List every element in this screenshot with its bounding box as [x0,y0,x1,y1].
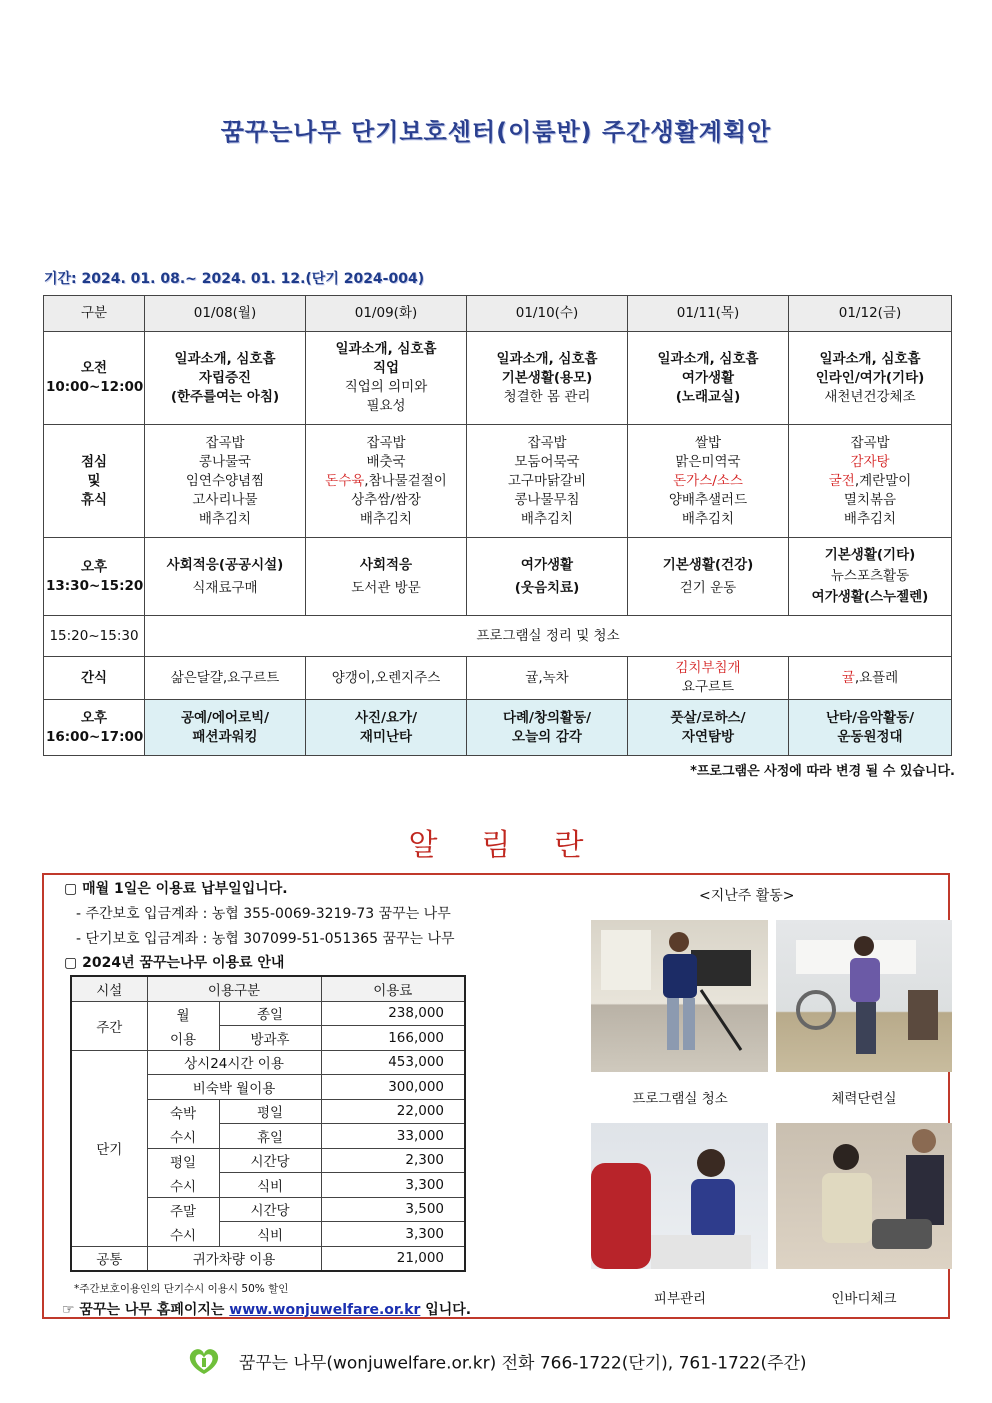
fee-table [70,975,466,1272]
fee-header-row [71,976,465,1001]
fee-row [71,1001,465,1026]
lunch-row [44,425,952,538]
fee-after-school: 방과후 [219,1026,321,1051]
footer-contact: 꿈꾸는 나무(wonjuwelfare.or.kr) 전화 766-1722(단기), 761-1722(주간) [238,1353,807,1374]
caption-skin-care: 피부관리 [653,1291,707,1307]
fee-value: 33,000 [321,1124,465,1149]
notice-title: 알림란 [408,828,628,863]
snack-wed: 귤,녹차 [467,657,628,700]
fee-ride: 귀가차량 이용 [147,1246,321,1271]
fee-common-label: 공통 [71,1246,147,1271]
homepage-line [62,1299,471,1319]
cleanup-row [44,616,952,657]
page-title: 꿈꾸는나무 단기보호센터(이룸반) 주간생활계획안 [220,118,772,146]
caption-inbody: 인바디체크 [831,1291,897,1307]
photo-program-room-cleaning [591,920,768,1072]
fee-hourly: 시간당 [219,1197,321,1222]
fee-header-type: 이용구분 [147,976,321,1001]
lunch-tue: 잡곡밥 배춧국 돈수육,참나물겉절이 상추쌈/쌈장 배추김치 [306,425,467,538]
notice-payment-day: ▢ 매월 1일은 이용료 납부일입니다. [64,881,288,897]
afternoon-thu: 기본생활(건강) 걷기 운동 [628,538,789,616]
tree-logo-icon [185,1346,223,1381]
fee-weekend-label: 주말 [147,1197,219,1222]
fee-value: 22,000 [321,1099,465,1124]
fee-always24: 상시24시간 이용 [147,1050,321,1075]
discount-note: *주간보호이용인의 단기수시 이용시 50% 할인 [74,1283,289,1295]
lunch-label: 점심 및 휴식 [44,425,145,538]
notice-box [42,873,950,1319]
fee-value: 453,000 [321,1050,465,1075]
afternoon-row [44,538,952,616]
late-fri: 난타/음악활동/ 운동원정대 [789,700,952,756]
fee-value: 3,500 [321,1197,465,1222]
cleanup-time: 15:20~15:30 [44,616,145,657]
lunch-mon: 잡곡밥 콩나물국 임연수양념찜 고사리나물 배추김치 [145,425,306,538]
fee-meal: 식비 [219,1173,321,1198]
header-day-fri: 01/12(금) [789,296,952,332]
header-day-tue: 01/09(화) [306,296,467,332]
morning-mon: 일과소개, 심호흡 자립증진 (한주를여는 아침) [145,332,306,425]
caption-program-room: 프로그램실 청소 [632,1091,728,1107]
fee-row [71,1050,465,1075]
afternoon-mon: 사회적응(공공시설) 식재료구매 [145,538,306,616]
last-week-title: <지난주 활동> [699,888,795,904]
footer [0,1346,992,1381]
photo-inbody-check [776,1123,952,1269]
fee-day-label: 주간 [71,1001,147,1050]
lunch-fri: 잡곡밥 감자탕 굴전,계란말이 멸치볶음 배추김치 [789,425,952,538]
fee-header-fee: 이용료 [321,976,465,1001]
schedule-note: *프로그램은 사정에 따라 변경 될 수 있습니다. [690,764,955,779]
header-day-wed: 01/10(수) [467,296,628,332]
schedule-period: 기간: 2024. 01. 08.~ 2024. 01. 12.(단기 2024-004) [44,271,425,287]
fee-weekday: 평일 [219,1099,321,1124]
fee-value: 3,300 [321,1173,465,1198]
fee-month-label: 이용 [147,1026,219,1051]
fee-value: 21,000 [321,1246,465,1271]
morning-row [44,332,952,425]
fee-month-label: 월 [147,1001,219,1026]
snack-row [44,657,952,700]
fee-short-label: 단기 [71,1050,147,1246]
fee-value: 3,300 [321,1222,465,1247]
afternoon-label: 오후 13:30~15:20 [44,538,145,616]
morning-fri: 일과소개, 심호흡 인라인/여가(기타) 새천년건강체조 [789,332,952,425]
homepage-suffix: 입니다. [425,1302,472,1318]
fee-header-facility: 시설 [71,976,147,1001]
afternoon-fri: 기본생활(기타) 뉴스포츠활동 여가생활(스누젤렌) [789,538,952,616]
afternoon-wed: 여가생활 (웃음치료) [467,538,628,616]
late-afternoon-row [44,700,952,756]
fee-weekday-label: 평일 [147,1148,219,1173]
morning-tue: 일과소개, 심호흡 직업 직업의 의미와 필요성 [306,332,467,425]
snack-thu: 김치부침개 요구르트 [628,657,789,700]
morning-thu: 일과소개, 심호흡 여가생활 (노래교실) [628,332,789,425]
afternoon-tue: 사회적응 도서관 방문 [306,538,467,616]
snack-tue: 양갱이,오렌지주스 [306,657,467,700]
homepage-prefix: ☞ 꿈꾸는 나무 홈페이지는 [62,1302,225,1318]
lunch-thu: 쌀밥 맑은미역국 돈가스/소스 양배추샐러드 배추김치 [628,425,789,538]
late-wed: 다례/창의활동/ 오늘의 감각 [467,700,628,756]
snack-fri: 귤,요플레 [789,657,952,700]
fee-meal: 식비 [219,1222,321,1247]
late-mon: 공예/에어로빅/ 패션과워킹 [145,700,306,756]
photo-fitness-room [776,920,952,1072]
fee-value: 300,000 [321,1075,465,1100]
fee-weekday-label: 수시 [147,1173,219,1198]
fee-stay-label: 수시 [147,1124,219,1149]
morning-wed: 일과소개, 심호흡 기본생활(용모) 청결한 몸 관리 [467,332,628,425]
snack-label: 간식 [44,657,145,700]
fee-full-day: 종일 [219,1001,321,1026]
header-day-mon: 01/08(월) [145,296,306,332]
morning-label: 오전 10:00~12:00 [44,332,145,425]
late-thu: 풋살/로하스/ 자연탐방 [628,700,789,756]
late-tue: 사진/요가/ 재미난타 [306,700,467,756]
weekly-schedule-table [43,295,952,756]
schedule-header-row [44,296,952,332]
fee-holiday: 휴일 [219,1124,321,1149]
late-afternoon-label: 오후 16:00~17:00 [44,700,145,756]
header-day-thu: 01/11(목) [628,296,789,332]
lunch-wed: 잡곡밥 모둠어묵국 고구마닭갈비 콩나물무침 배추김치 [467,425,628,538]
fee-hourly: 시간당 [219,1148,321,1173]
notice-short-account: - 단기보호 입금계좌 : 농협 307099-51-051365 꿈꾸는 나무 [76,931,455,947]
header-category: 구분 [44,296,145,332]
caption-fitness-room: 체력단련실 [831,1091,897,1107]
snack-mon: 삶은달걀,요구르트 [145,657,306,700]
photo-skin-care [591,1123,768,1269]
homepage-link[interactable]: www.wonjuwelfare.or.kr [229,1302,421,1318]
cleanup-text: 프로그램실 정리 및 청소 [145,616,952,657]
fee-value: 238,000 [321,1001,465,1026]
fee-nonstay: 비숙박 월이용 [147,1075,321,1100]
fee-row [71,1246,465,1271]
fee-weekend-label: 수시 [147,1222,219,1247]
fee-value: 166,000 [321,1026,465,1051]
notice-fee-guide: ▢ 2024년 꿈꾸는나무 이용료 안내 [64,955,285,971]
fee-stay-label: 숙박 [147,1099,219,1124]
fee-value: 2,300 [321,1148,465,1173]
notice-day-account: - 주간보호 입금계좌 : 농협 355-0069-3219-73 꿈꾸는 나무 [76,906,451,922]
